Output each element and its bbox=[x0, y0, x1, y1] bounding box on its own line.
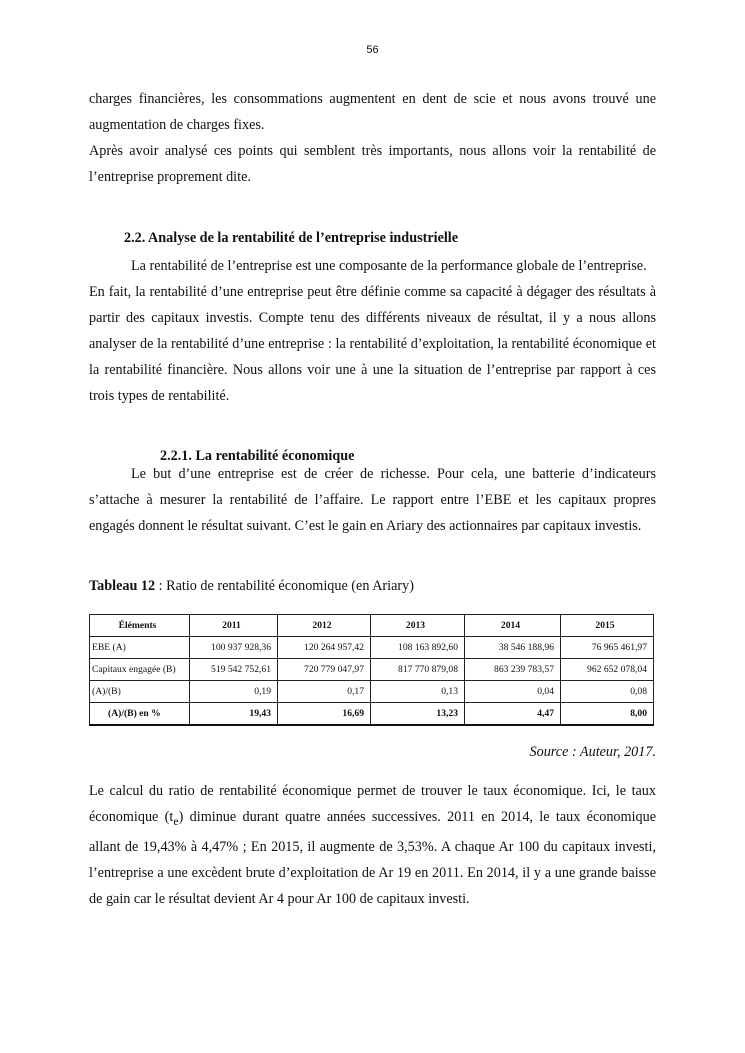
conclusion-text bbox=[89, 778, 656, 912]
table-cell: 0,13 bbox=[371, 681, 465, 703]
table-cell: 100 937 928,36 bbox=[190, 637, 278, 659]
table-header-cell: 2012 bbox=[278, 615, 371, 637]
table-cell: 0,17 bbox=[278, 681, 371, 703]
table-cell: 4,47 bbox=[465, 703, 561, 726]
table-cell: 120 264 957,42 bbox=[278, 637, 371, 659]
table-cell: 817 770 879,08 bbox=[371, 659, 465, 681]
table-row-total bbox=[90, 703, 654, 726]
section-heading-2-2: 2.2. Analyse de la rentabilité de l’entreprise industrielle bbox=[124, 230, 459, 246]
table-cell: 8,00 bbox=[561, 703, 654, 726]
table-row bbox=[90, 637, 654, 659]
section-heading-2-2-1: 2.2.1. La rentabilité économique bbox=[160, 448, 355, 464]
conclusion-subscript: e bbox=[173, 813, 179, 828]
section-2-2-1-paragraph-1: Le but d’une entreprise est de créer de richesse. Pour cela, une batterie d’indicateurs s’attache à mesurer la rentabilité de l’affaire. Le rapport entre l’EBE et les capitaux propres engagés donnent le résultat suivant. C’est le gain en Ariary des actionnaires par capitaux investis. bbox=[89, 466, 656, 534]
table-cell: 863 239 783,57 bbox=[465, 659, 561, 681]
intro-paragraph-2: Après avoir analysé ces points qui semblent très importants, nous allons voir la rentabilité de l’entreprise proprement dite. bbox=[89, 143, 656, 185]
table-cell: 0,04 bbox=[465, 681, 561, 703]
table-header-cell: Éléments bbox=[90, 615, 190, 637]
table-cell: 720 779 047,97 bbox=[278, 659, 371, 681]
table-cell: Capitaux engagée (B) bbox=[90, 659, 190, 681]
table-cell: 0,19 bbox=[190, 681, 278, 703]
table-cell: 38 546 188,96 bbox=[465, 637, 561, 659]
table-cell: 19,43 bbox=[190, 703, 278, 726]
intro-text bbox=[89, 86, 656, 190]
table-cell: EBE (A) bbox=[90, 637, 190, 659]
section-2-2-paragraph-2: En fait, la rentabilité d’une entreprise peut être définie comme sa capacité à dégager des résultats à partir des capitaux investis. Compte tenu des différents niveaux de résultat, il y a nous allons analyser de la rentabilité d’une entreprise : la rentabilité d’exploitation, la rentabilité économique et la rentabilité financière. Nous allons voir une à une la situation de l’entreprise par rapport à ces trois types de rentabilité. bbox=[89, 284, 656, 404]
table-header-cell: 2013 bbox=[371, 615, 465, 637]
table-header-cell: 2014 bbox=[465, 615, 561, 637]
table-caption bbox=[89, 578, 414, 595]
table-cell: (A)/(B) en % bbox=[90, 703, 190, 726]
section-2-2-1-text bbox=[89, 461, 656, 539]
conclusion-text-part-1: Le calcul du ratio de rentabilité économique permet de trouver le taux économique. Ici, le taux économique (t bbox=[89, 783, 656, 825]
ratio-table bbox=[89, 614, 654, 726]
conclusion-text-part-2: ) diminue durant quatre années successives. 2011 en 2014, le taux économique allant de 19,43% à 4,47% ; En 2015, il augmente de 3,53%. A chaque Ar 100 du capitaux investi, l’entreprise a une excèdent brute d’exploitation de Ar 19 en 2011. En 2014, il y a une grande baisse de gain car le résultat devient Ar 4 pour Ar 100 de capitaux investi. bbox=[89, 809, 656, 907]
table-row bbox=[90, 681, 654, 703]
conclusion-paragraph bbox=[89, 778, 656, 912]
table-header-row bbox=[90, 615, 654, 637]
table-cell: 962 652 078,04 bbox=[561, 659, 654, 681]
table-source: Source : Auteur, 2017. bbox=[529, 744, 656, 760]
table-row bbox=[90, 659, 654, 681]
intro-paragraph-1: charges financières, les consommations augmentent en dent de scie et nous avons trouvé une augmentation de charges fixes. bbox=[89, 91, 656, 133]
table-cell: 13,23 bbox=[371, 703, 465, 726]
table-header-cell: 2011 bbox=[190, 615, 278, 637]
table-cell: 0,08 bbox=[561, 681, 654, 703]
table-cell: 76 965 461,97 bbox=[561, 637, 654, 659]
table-cell: 519 542 752,61 bbox=[190, 659, 278, 681]
section-2-2-text bbox=[89, 253, 656, 409]
table-header-cell: 2015 bbox=[561, 615, 654, 637]
page-number: 56 bbox=[366, 44, 379, 56]
table-caption-text: : Ratio de rentabilité économique (en Ariary) bbox=[155, 578, 414, 594]
table-caption-label: Tableau 12 bbox=[89, 578, 156, 594]
table-cell: 16,69 bbox=[278, 703, 371, 726]
table-cell: 108 163 892,60 bbox=[371, 637, 465, 659]
section-2-2-paragraph-1: La rentabilité de l’entreprise est une composante de la performance globale de l’entreprise. bbox=[131, 258, 647, 274]
table-cell: (A)/(B) bbox=[90, 681, 190, 703]
